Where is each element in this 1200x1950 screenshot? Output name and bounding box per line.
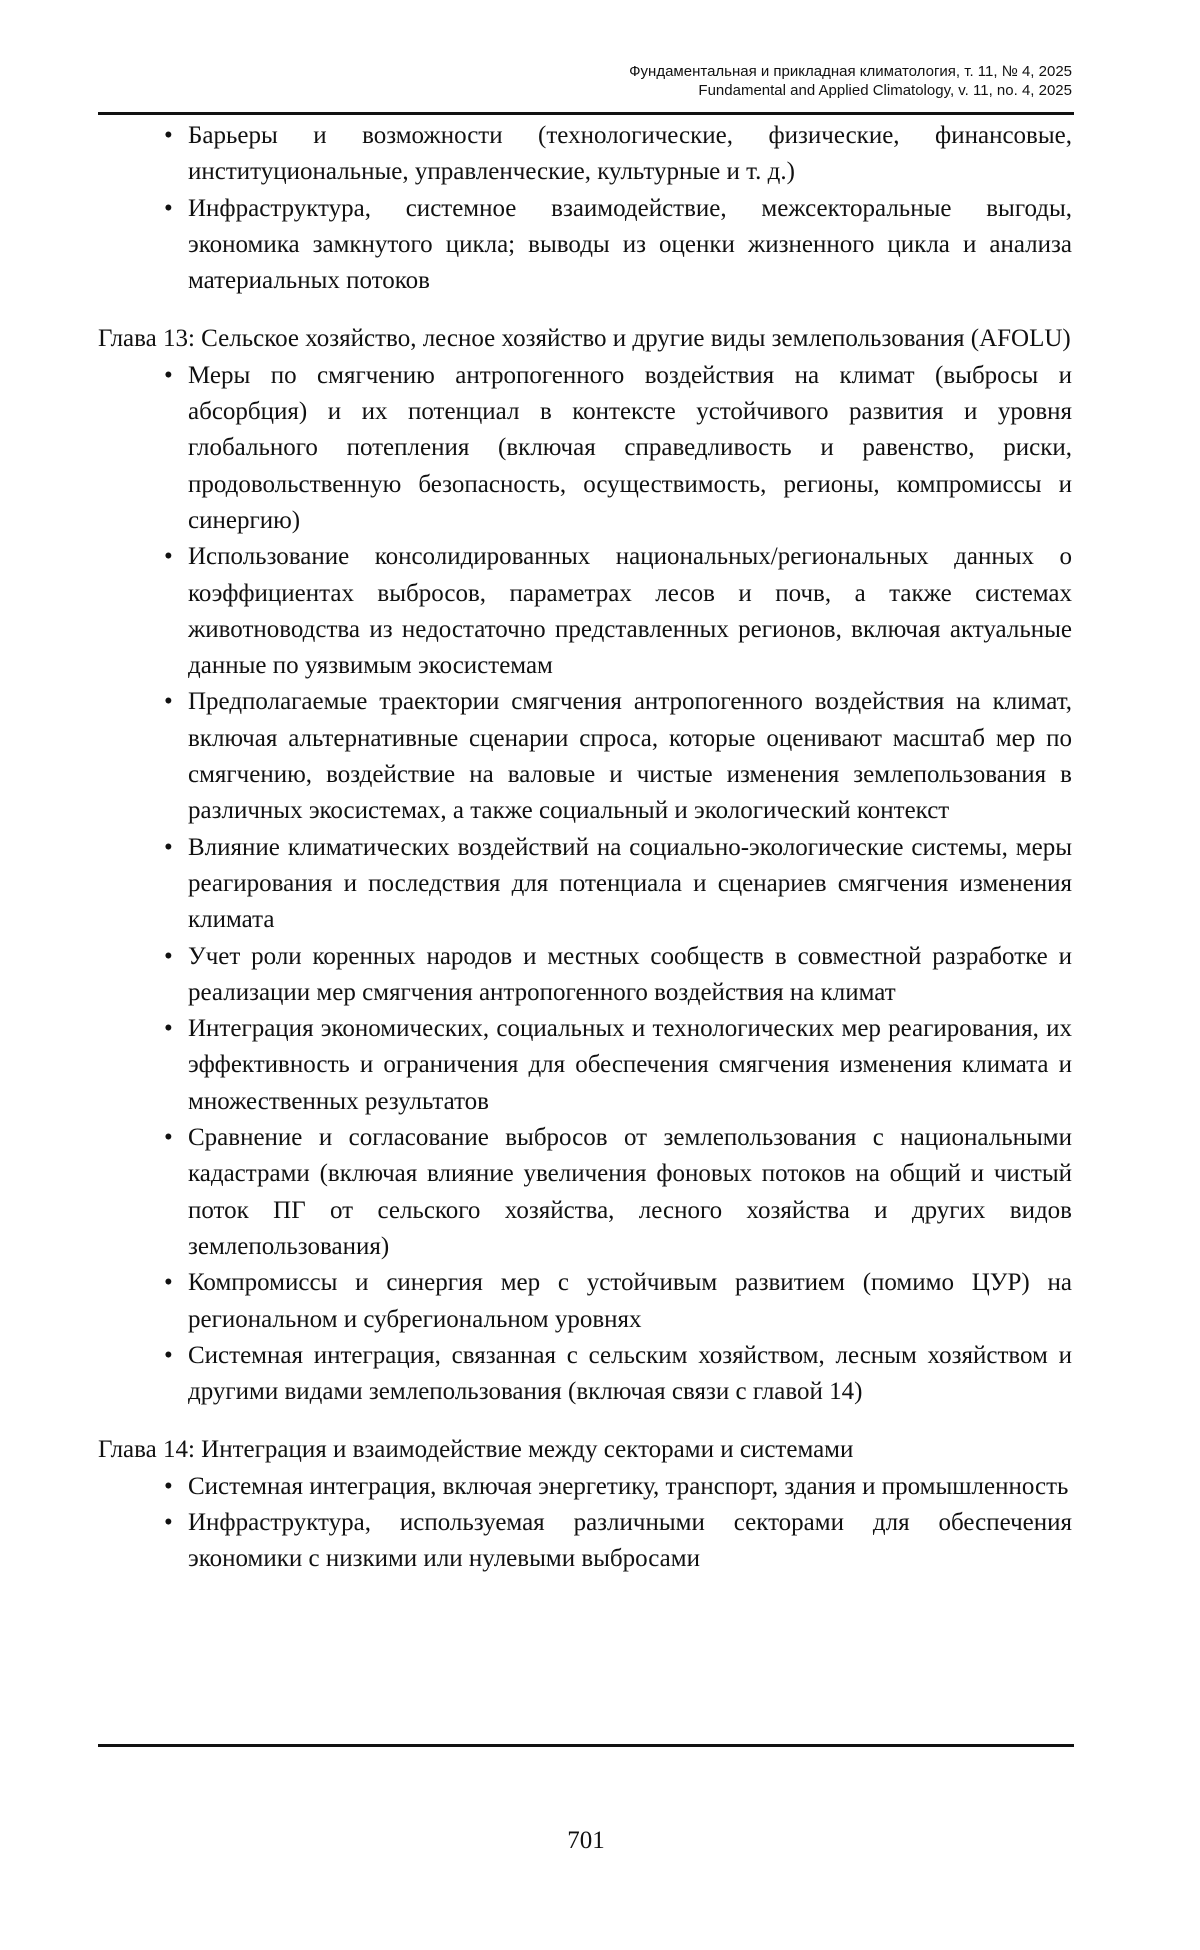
- list-item-text: Системная интеграция, связанная с сельским хозяйством, лесным хозяйством и другими видами землепользования (включая связи с главой 14): [188, 1341, 1072, 1406]
- bullet-icon: •: [164, 942, 173, 970]
- chapter-14-heading: Глава 14: Интеграция и взаимодействие между секторами и системами: [98, 1436, 854, 1464]
- list-item: [98, 539, 1072, 684]
- bullet-icon: •: [164, 1269, 173, 1297]
- header-journal-ru: Фундаментальная и прикладная климатология, т. 11, № 4, 2025: [629, 63, 1072, 80]
- page-number: 701: [567, 1827, 605, 1854]
- list-item: [98, 939, 1072, 1012]
- bullet-icon: •: [164, 1472, 173, 1500]
- top-bullet-list: [98, 118, 1072, 299]
- list-item: [98, 1338, 1072, 1411]
- chapter-13-bullet-list: [98, 358, 1072, 1411]
- bullet-icon: •: [164, 122, 173, 149]
- list-item-text: Меры по смягчению антропогенного воздействия на климат (выбросы и абсорбция) и их потенциал в контексте устойчивого развития и уровня глобального потепления (включая справедливость и равенство, риски, продовольственную безопасность, осуществимость, регионы, компромиссы и синергию): [188, 361, 1072, 534]
- list-item: [98, 358, 1072, 539]
- list-item-text: Системная интеграция, включая энергетику, транспорт, здания и промышленность: [188, 1472, 1069, 1500]
- list-item: [98, 1011, 1072, 1120]
- bullet-icon: •: [164, 1508, 173, 1536]
- chapter-13-heading: Глава 13: Сельское хозяйство, лесное хозяйство и другие виды землепользования (AFOLU): [98, 325, 1071, 353]
- bullet-icon: •: [164, 688, 173, 716]
- list-item-text: Интеграция экономических, социальных и технологических мер реагирования, их эффективность и ограничения для обеспечения смягчения изменения климата и множественных результатов: [188, 1015, 1072, 1115]
- header-divider: [98, 112, 1074, 115]
- bullet-icon: •: [164, 1124, 173, 1152]
- list-item: [98, 1505, 1072, 1578]
- list-item-text: Предполагаемые траектории смягчения антропогенного воздействия на климат, включая альтернативные сценарии спроса, которые оценивают масштаб мер по смягчению, воздействие на валовые и чистые изменения землепользования в различных экосистемах, а также социальный и экологический контекст: [188, 688, 1072, 825]
- list-item-text: Барьеры и возможности (технологические, физические, финансовые, институциональные, управленческие, культурные и т. д.): [188, 122, 1072, 186]
- bullet-icon: •: [164, 194, 173, 222]
- bullet-icon: •: [164, 1015, 173, 1043]
- list-item-text: Инфраструктура, используемая различными секторами для обеспечения экономики с низкими или нулевыми выбросами: [188, 1508, 1072, 1573]
- list-item-text: Учет роли коренных народов и местных сообществ в совместной разработке и реализации мер смягчения антропогенного воздействия на климат: [188, 942, 1072, 1006]
- list-item: [98, 191, 1072, 300]
- bullet-icon: •: [164, 361, 173, 389]
- list-item: [98, 1265, 1072, 1338]
- bullet-icon: •: [164, 1341, 173, 1369]
- list-item: [98, 830, 1072, 939]
- footer-divider: [98, 1744, 1074, 1747]
- list-item: [98, 118, 1072, 191]
- chapter-14-bullet-list: [98, 1469, 1072, 1578]
- running-header: [629, 62, 1072, 100]
- list-item-text: Использование консолидированных национальных/региональных данных о коэффициентах выбросов, параметрах лесов и почв, а также системах животноводства из недостаточно представленных регионов, включая актуальные данные по уязвимым экосистемам: [188, 543, 1072, 680]
- header-journal-en: Fundamental and Applied Climatology, v. 11, no. 4, 2025: [698, 82, 1072, 99]
- page-body: [98, 118, 1072, 1578]
- list-item: [98, 1469, 1072, 1505]
- list-item: [98, 1120, 1072, 1265]
- bullet-icon: •: [164, 833, 173, 861]
- bullet-icon: •: [164, 543, 173, 571]
- list-item-text: Влияние климатических воздействий на социально-экологические системы, меры реагирования и последствия для потенциала и сценариев смягчения изменения климата: [188, 833, 1072, 934]
- list-item-text: Компромиссы и синергия мер с устойчивым развитием (помимо ЦУР) на региональном и субрегиональном уровнях: [188, 1269, 1072, 1333]
- list-item-text: Сравнение и согласование выбросов от землепользования с национальными кадастрами (включая влияние увеличения фоновых потоков на общий и чистый поток ПГ от сельского хозяйства, лесного хозяйства и других видов землепользования): [188, 1124, 1072, 1260]
- list-item: [98, 684, 1072, 829]
- list-item-text: Инфраструктура, системное взаимодействие, межсекторальные выгоды, экономика замкнутого цикла; выводы из оценки жизненного цикла и анализа материальных потоков: [188, 194, 1072, 295]
